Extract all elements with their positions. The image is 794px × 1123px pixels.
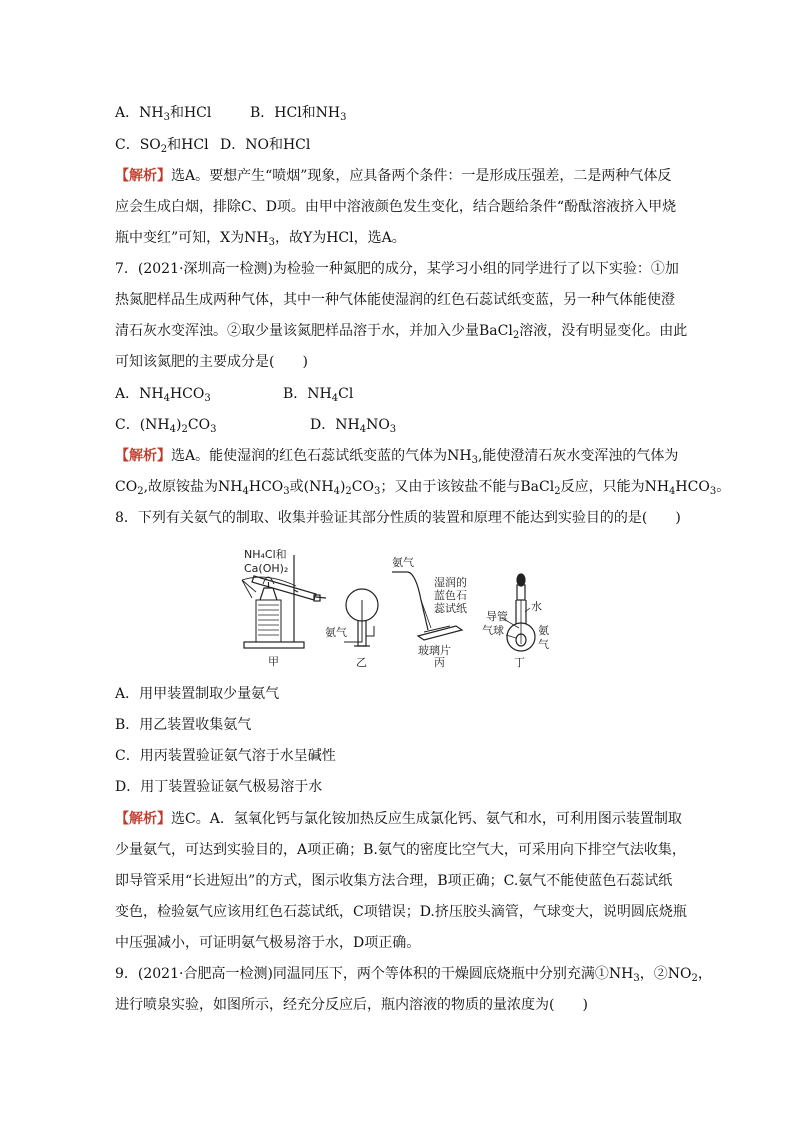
label-ding: 丁: [514, 656, 525, 669]
label-tube: 导管: [486, 610, 508, 623]
q9-stem-line-2: 进行喷泉实验，如图所示，经充分反应后，瓶内溶液的物质的量浓度为( ): [115, 997, 588, 1013]
label-ammonia-bing: 氨气: [392, 556, 414, 569]
label-ammonia-ding-1: 氨: [538, 624, 549, 637]
q6-analysis-line-2: 应会生成白烟，排除C、D项。由甲中溶液颜色发生变化，结合题给条件“酚酞溶液挤入甲烧: [115, 199, 677, 215]
q9-stem-line-1: 9．(2021·合肥高一检测)同温同压下，两个等体积的干燥圆底烧瓶中分别充满$①NH_3$，$②NO_2$，: [115, 966, 712, 984]
label-water: 水: [531, 600, 542, 613]
q6-option-b: B．HCl和$NH_3$: [250, 105, 347, 123]
label-paper-1: 湿润的: [434, 576, 467, 589]
apparatus-yi: [344, 589, 378, 646]
q8-analysis-line-2: 少量氨气，可达到实验目的，A项正确；B.氨气的密度比空气大，可采用向下排空气法收集，: [115, 842, 686, 858]
analysis-tag: 【解析】: [115, 811, 171, 827]
q8-analysis-line-3: 即导管采用“长进短出”的方式，图示收集方法合理，B项正确；C.氨气不能使蓝色石蕊试纸: [115, 873, 673, 889]
q6-option-d: D．NO和HCl: [220, 137, 311, 153]
q8-option-d: D．用丁装置验证氨气极易溶于水: [115, 779, 323, 795]
label-balloon: 气球: [482, 624, 504, 637]
label-bing: 丙: [434, 656, 445, 669]
q6-option-a: A．$NH_3$和HCl: [115, 105, 212, 123]
label-glass: 玻璃片: [418, 644, 451, 657]
q8-analysis-line-5: 中压强减小，可证明氨气极易溶于水，D项正确。: [115, 935, 421, 951]
label-reagent-2: Ca(OH)₂: [244, 562, 289, 575]
label-yi: 乙: [356, 656, 367, 669]
q7-stem-line-2: 热氮肥样品生成两种气体，其中一种气体能使湿润的红色石蕊试纸变蓝，另一种气体能使澄: [115, 292, 675, 308]
q6-analysis-line-3: 瓶中变红”可知，X为$NH_3$，故Y为HCl，选A。: [115, 230, 406, 248]
q8-option-b: B．用乙装置收集氨气: [115, 717, 252, 733]
q6-option-c: C．$SO_2$和HCl: [115, 137, 209, 155]
q6-analysis-line-1: 【解析】选A。要想产生“喷烟”现象，应具备两个条件：一是形成压强差，二是两种气体反: [115, 168, 672, 184]
apparatus-figure: [236, 540, 794, 675]
q7-stem-line-1: 7．(2021·深圳高一检测)为检验一种氮肥的成分，某学习小组的同学进行了以下实验：①加: [115, 261, 679, 277]
label-jia: 甲: [268, 655, 279, 668]
label-ammonia-ding-2: 气: [538, 638, 549, 651]
q7-analysis-line-2: $CO_2$,故原铵盐为$NH_4HCO_3$或$(NH_4)_2CO_3$；又由于该铵盐不能与BaCl$_2$反应，只能为$NH_4HCO_3$。: [115, 479, 731, 497]
q7-option-a: A．$NH_4HCO_3$: [115, 386, 211, 404]
q7-analysis-line-1: 【解析】选A。能使湿润的红色石蕊试纸变蓝的气体为$NH_3$,能使澄清石灰水变浑浊的气体为: [115, 448, 679, 466]
analysis-tag: 【解析】: [115, 448, 171, 464]
q8-analysis-line-1: 【解析】选C。A．氢氧化钙与氯化铵加热反应生成氯化钙、氨气和水，可利用图示装置制取: [115, 811, 682, 827]
q7-option-c: C．$(NH_4)_2CO_3$: [115, 417, 217, 435]
label-reagent-1: NH₄Cl和: [244, 548, 287, 561]
q8-stem: 8．下列有关氨气的制取、收集并验证其部分性质的装置和原理不能达到实验目的的是( ): [115, 510, 681, 526]
q8-analysis-line-4: 变色，检验氨气应该用红色石蕊试纸，C项错误；D.挤压胶头滴管，气球变大，说明圆底烧瓶: [115, 904, 687, 920]
q7-option-d: D．$NH_4NO_3$: [310, 417, 397, 435]
q8-option-a: A．用甲装置制取少量氨气: [115, 686, 280, 702]
label-paper-3: 蕊试纸: [434, 602, 467, 615]
q7-stem-line-4: 可知该氮肥的主要成分是( ): [115, 354, 308, 370]
label-paper-2: 蓝色石: [434, 589, 467, 602]
analysis-tag: 【解析】: [115, 168, 171, 184]
label-ammonia-yi: 氨气: [325, 626, 347, 639]
q8-option-c: C．用丙装置验证氨气溶于水呈碱性: [115, 748, 336, 764]
q7-option-b: B．$NH_4Cl$: [283, 386, 354, 404]
q7-stem-line-3: 清石灰水变浑浊。②取少量该氮肥样品溶于水，并加入少量BaCl$_2$溶液，没有明显变化。由此: [115, 323, 688, 341]
